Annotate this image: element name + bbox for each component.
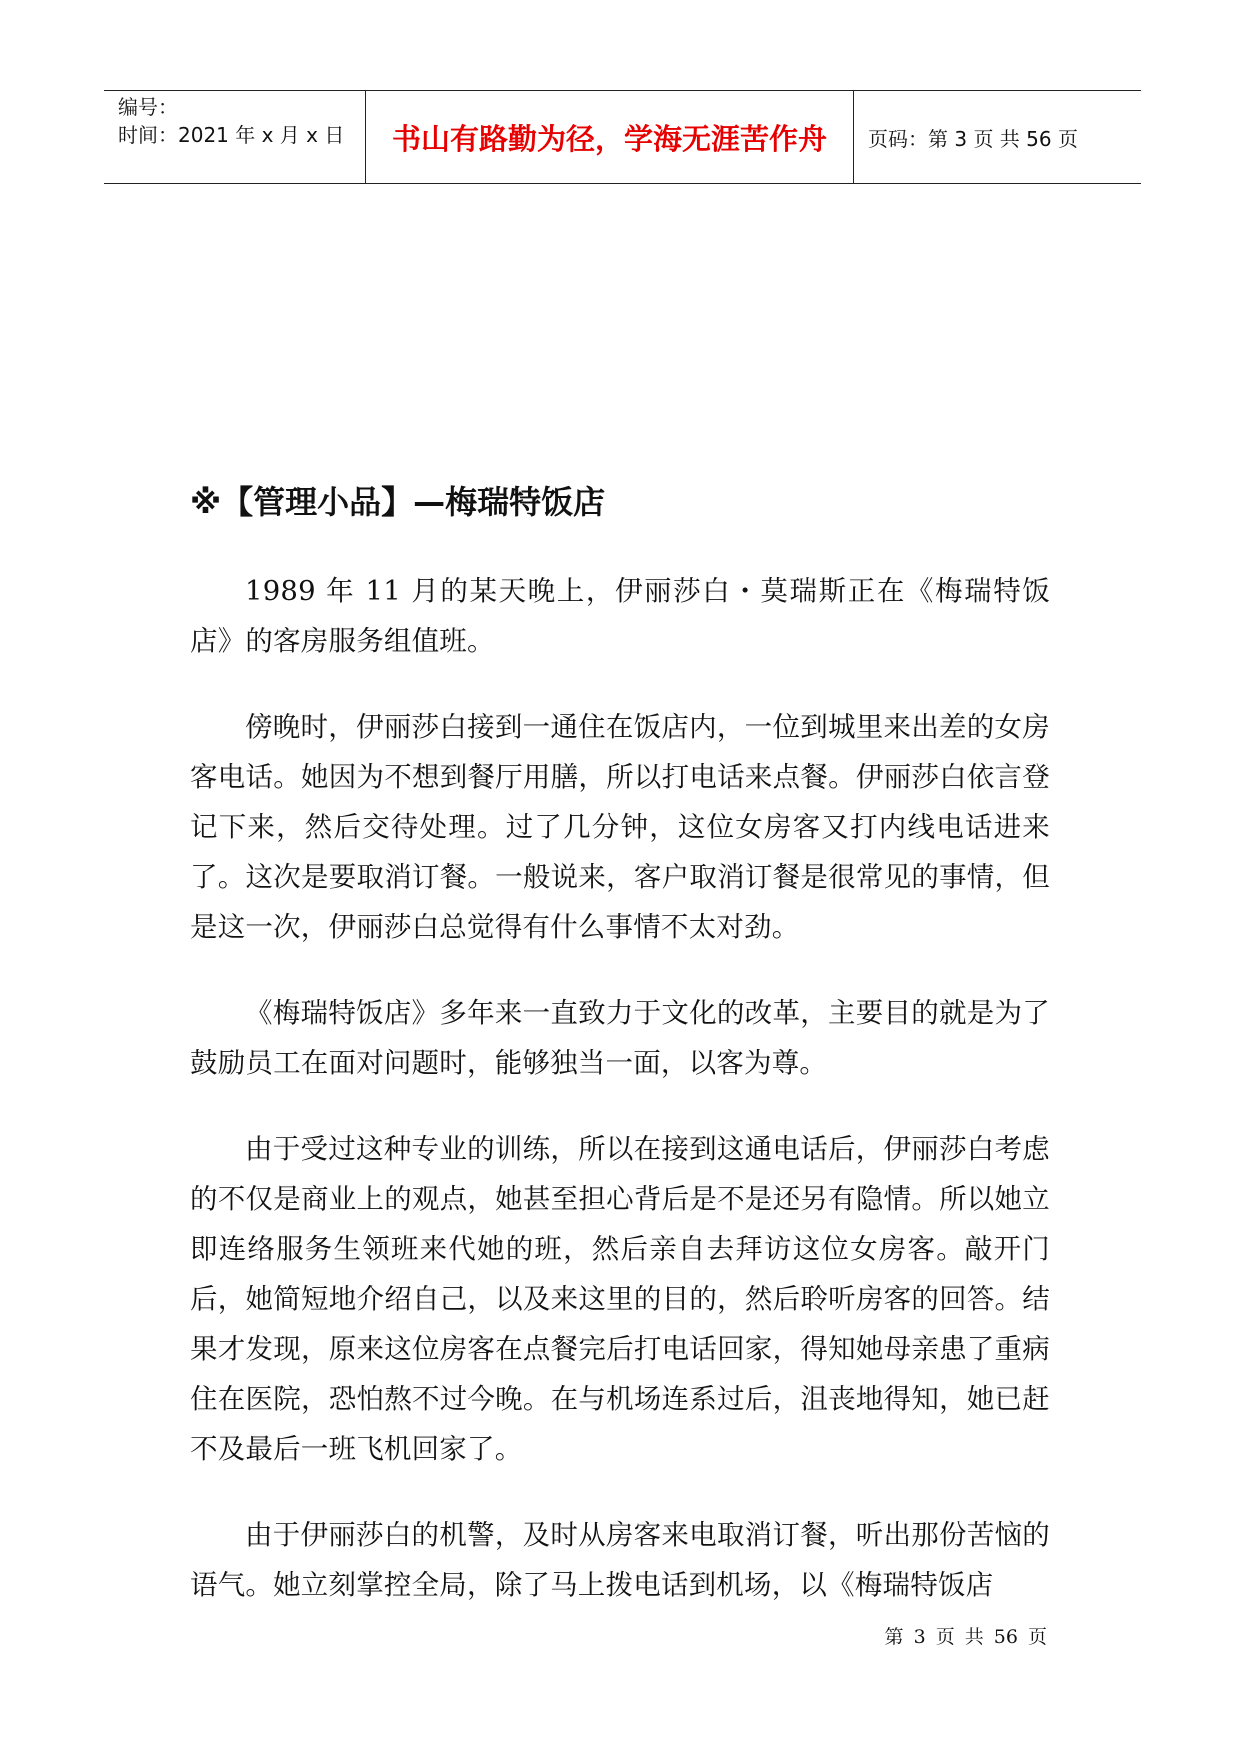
paragraph: 傍晚时，伊丽莎白接到一通住在饭店内，一位到城里来出差的女房客电话。她因为不想到餐厅用膳，所以打电话来点餐。伊丽莎白依言登记下来，然后交待处理。过了几分钟，这位女房客又打内线电话进来了。这次是要取消订餐。一般说来，客户取消订餐是很常见的事情，但是这一次，伊丽莎白总觉得有什么事情不太对劲。 (190, 711, 1050, 943)
header-motto: 书山有路勤为径，学海无涯苦作舟 (366, 91, 854, 183)
header-meta (104, 91, 366, 183)
document-time-label: 时间：2021 年 x 月 x 日 (118, 123, 345, 147)
article-title: ※【管理小品】—梅瑞特饭店 (190, 483, 606, 521)
document-number-label: 编号： (118, 95, 178, 119)
header-page-label: 页码：第 3 页 共 56 页 (868, 126, 1078, 151)
paragraph: 《梅瑞特饭店》多年来一直致力于文化的改革，主要目的就是为了鼓励员工在面对问题时，能够独当一面，以客为尊。 (190, 997, 1050, 1079)
paragraph: 由于伊丽莎白的机警，及时从房客来电取消订餐，听出那份苦恼的语气。她立刻掌控全局，除了马上拨电话到机场，以《梅瑞特饭店 (190, 1519, 1050, 1601)
page-header (104, 90, 1141, 184)
paragraph: 由于受过这种专业的训练，所以在接到这通电话后，伊丽莎白考虑的不仅是商业上的观点，她甚至担心背后是不是还另有隐情。所以她立即连络服务生领班来代她的班，然后亲自去拜访这位女房客。敲开门后，她简短地介绍自己，以及来这里的目的，然后聆听房客的回答。结果才发现，原来这位房客在点餐完后打电话回家，得知她母亲患了重病住在医院，恐怕熬不过今晚。在与机场连系过后，沮丧地得知，她已赶不及最后一班飞机回家了。 (190, 1133, 1050, 1465)
page-footer-number: 第 3 页 共 56 页 (884, 1626, 1047, 1648)
paragraph: 1989 年 11 月的某天晚上，伊丽莎白・莫瑞斯正在《梅瑞特饭店》的客房服务组值班。 (190, 575, 1050, 657)
article-body (190, 566, 1050, 1646)
